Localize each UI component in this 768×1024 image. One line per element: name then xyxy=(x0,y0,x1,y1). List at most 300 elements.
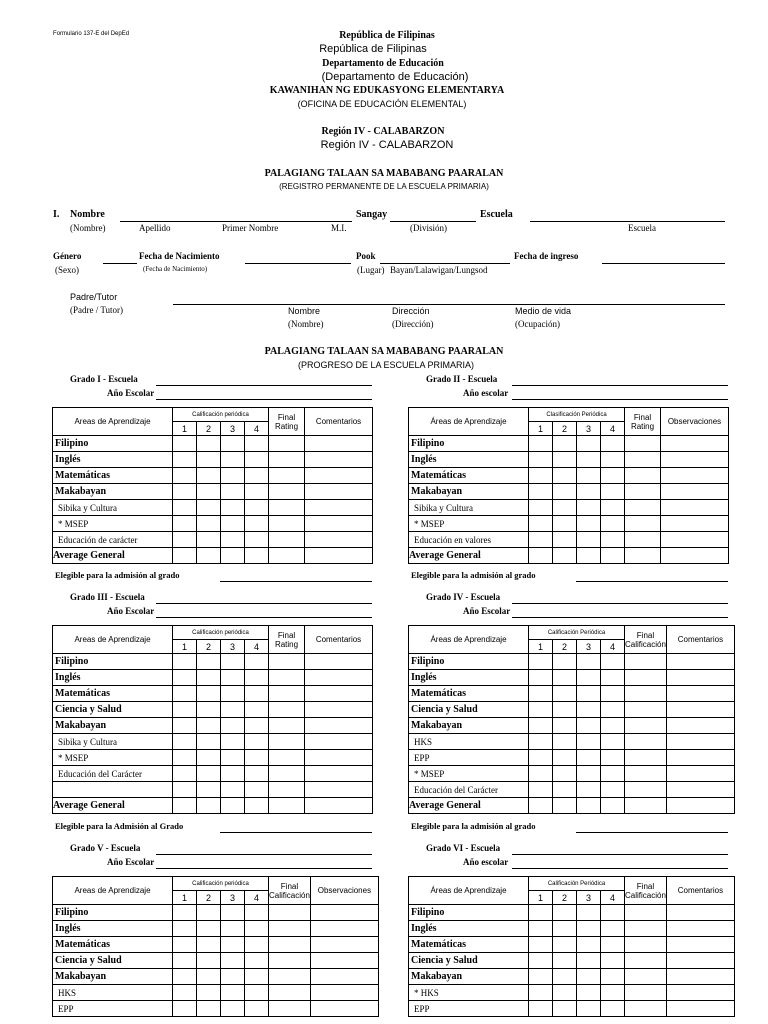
grade-cell[interactable] xyxy=(666,1001,734,1017)
field-escuela[interactable] xyxy=(530,221,725,222)
grade-cell[interactable] xyxy=(173,782,197,798)
grade-cell[interactable] xyxy=(197,436,221,452)
grade-cell[interactable] xyxy=(173,734,197,750)
grade-cell[interactable] xyxy=(269,766,305,782)
grade-cell[interactable] xyxy=(305,500,373,516)
grade-cell[interactable] xyxy=(529,484,553,500)
grade-cell[interactable] xyxy=(173,654,197,670)
grade-cell[interactable] xyxy=(601,766,625,782)
grade-cell[interactable] xyxy=(577,734,601,750)
grade-cell[interactable] xyxy=(221,468,245,484)
grade-cell[interactable] xyxy=(245,766,269,782)
grade-cell[interactable] xyxy=(666,985,734,1001)
grade-cell[interactable] xyxy=(173,798,197,814)
grade-cell[interactable] xyxy=(625,718,667,734)
grade-cell[interactable] xyxy=(553,734,577,750)
field-sangay[interactable] xyxy=(390,221,476,222)
grade-cell[interactable] xyxy=(625,548,661,564)
eligible-field[interactable] xyxy=(576,832,728,833)
grade-cell[interactable] xyxy=(269,702,305,718)
grade-cell[interactable] xyxy=(173,985,197,1001)
grade-cell[interactable] xyxy=(197,734,221,750)
grade-cell[interactable] xyxy=(601,686,625,702)
grade-cell[interactable] xyxy=(269,532,305,548)
grade-cell[interactable] xyxy=(173,484,197,500)
grade-cell[interactable] xyxy=(245,953,269,969)
grade-cell[interactable] xyxy=(577,718,601,734)
grade-cell[interactable] xyxy=(245,548,269,564)
grade-cell[interactable] xyxy=(245,484,269,500)
grade-cell[interactable] xyxy=(529,734,553,750)
grade-cell[interactable] xyxy=(553,750,577,766)
grade-cell[interactable] xyxy=(577,452,601,468)
grade-cell[interactable] xyxy=(197,798,221,814)
grade-cell[interactable] xyxy=(269,734,305,750)
school-year-field[interactable] xyxy=(156,399,372,400)
grade-cell[interactable] xyxy=(661,500,729,516)
grade-school-field[interactable] xyxy=(512,385,728,386)
grade-cell[interactable] xyxy=(601,921,625,937)
grade-cell[interactable] xyxy=(661,532,729,548)
grade-cell[interactable] xyxy=(529,953,553,969)
grade-cell[interactable] xyxy=(553,686,577,702)
grade-cell[interactable] xyxy=(529,670,553,686)
grade-cell[interactable] xyxy=(529,500,553,516)
grade-cell[interactable] xyxy=(577,670,601,686)
school-year-field[interactable] xyxy=(156,617,372,618)
grade-cell[interactable] xyxy=(221,905,245,921)
grade-cell[interactable] xyxy=(221,718,245,734)
grade-cell[interactable] xyxy=(666,782,734,798)
grade-cell[interactable] xyxy=(269,686,305,702)
grade-cell[interactable] xyxy=(577,953,601,969)
grade-cell[interactable] xyxy=(666,686,734,702)
grade-cell[interactable] xyxy=(197,654,221,670)
grade-cell[interactable] xyxy=(245,702,269,718)
grade-cell[interactable] xyxy=(173,937,197,953)
grade-cell[interactable] xyxy=(221,436,245,452)
grade-cell[interactable] xyxy=(269,969,311,985)
grade-cell[interactable] xyxy=(625,766,667,782)
grade-cell[interactable] xyxy=(173,500,197,516)
grade-cell[interactable] xyxy=(625,468,661,484)
grade-cell[interactable] xyxy=(269,905,311,921)
grade-cell[interactable] xyxy=(173,548,197,564)
school-year-field[interactable] xyxy=(512,617,728,618)
grade-cell[interactable] xyxy=(601,654,625,670)
grade-cell[interactable] xyxy=(601,985,625,1001)
grade-cell[interactable] xyxy=(601,1001,625,1017)
grade-cell[interactable] xyxy=(197,985,221,1001)
grade-cell[interactable] xyxy=(173,921,197,937)
grade-cell[interactable] xyxy=(529,436,553,452)
grade-cell[interactable] xyxy=(529,548,553,564)
grade-cell[interactable] xyxy=(245,782,269,798)
grade-cell[interactable] xyxy=(577,436,601,452)
grade-cell[interactable] xyxy=(553,937,577,953)
grade-cell[interactable] xyxy=(305,798,373,814)
grade-cell[interactable] xyxy=(625,686,667,702)
grade-cell[interactable] xyxy=(577,516,601,532)
grade-cell[interactable] xyxy=(577,548,601,564)
grade-cell[interactable] xyxy=(197,766,221,782)
grade-cell[interactable] xyxy=(173,766,197,782)
grade-cell[interactable] xyxy=(601,516,625,532)
grade-cell[interactable] xyxy=(666,750,734,766)
grade-cell[interactable] xyxy=(529,905,553,921)
grade-cell[interactable] xyxy=(173,670,197,686)
grade-cell[interactable] xyxy=(197,468,221,484)
grade-cell[interactable] xyxy=(625,654,667,670)
grade-cell[interactable] xyxy=(529,985,553,1001)
grade-cell[interactable] xyxy=(553,702,577,718)
grade-cell[interactable] xyxy=(173,452,197,468)
grade-cell[interactable] xyxy=(529,969,553,985)
grade-cell[interactable] xyxy=(553,500,577,516)
grade-cell[interactable] xyxy=(221,516,245,532)
grade-cell[interactable] xyxy=(305,782,373,798)
grade-cell[interactable] xyxy=(666,670,734,686)
grade-cell[interactable] xyxy=(245,798,269,814)
grade-cell[interactable] xyxy=(553,436,577,452)
grade-cell[interactable] xyxy=(601,484,625,500)
grade-cell[interactable] xyxy=(577,484,601,500)
grade-cell[interactable] xyxy=(269,750,305,766)
grade-cell[interactable] xyxy=(666,654,734,670)
grade-cell[interactable] xyxy=(221,452,245,468)
grade-cell[interactable] xyxy=(529,654,553,670)
grade-cell[interactable] xyxy=(577,798,601,814)
grade-cell[interactable] xyxy=(553,798,577,814)
grade-cell[interactable] xyxy=(305,702,373,718)
grade-cell[interactable] xyxy=(245,516,269,532)
grade-cell[interactable] xyxy=(666,921,734,937)
grade-cell[interactable] xyxy=(305,686,373,702)
grade-cell[interactable] xyxy=(197,702,221,718)
grade-cell[interactable] xyxy=(245,654,269,670)
grade-cell[interactable] xyxy=(601,702,625,718)
grade-cell[interactable] xyxy=(601,734,625,750)
field-fecha-nacimiento[interactable] xyxy=(245,263,351,264)
grade-cell[interactable] xyxy=(553,718,577,734)
grade-cell[interactable] xyxy=(245,969,269,985)
grade-cell[interactable] xyxy=(529,702,553,718)
grade-cell[interactable] xyxy=(625,750,667,766)
grade-cell[interactable] xyxy=(221,654,245,670)
grade-cell[interactable] xyxy=(245,686,269,702)
grade-cell[interactable] xyxy=(601,969,625,985)
grade-cell[interactable] xyxy=(245,468,269,484)
grade-cell[interactable] xyxy=(173,532,197,548)
grade-cell[interactable] xyxy=(245,718,269,734)
grade-cell[interactable] xyxy=(601,670,625,686)
grade-cell[interactable] xyxy=(197,484,221,500)
grade-cell[interactable] xyxy=(245,532,269,548)
grade-cell[interactable] xyxy=(601,750,625,766)
grade-cell[interactable] xyxy=(625,670,667,686)
grade-cell[interactable] xyxy=(601,937,625,953)
grade-school-field[interactable] xyxy=(156,854,372,855)
grade-cell[interactable] xyxy=(197,532,221,548)
grade-cell[interactable] xyxy=(305,484,373,500)
grade-cell[interactable] xyxy=(305,750,373,766)
grade-cell[interactable] xyxy=(553,1001,577,1017)
grade-cell[interactable] xyxy=(269,798,305,814)
grade-cell[interactable] xyxy=(221,686,245,702)
field-padre[interactable] xyxy=(173,304,725,305)
grade-cell[interactable] xyxy=(269,718,305,734)
grade-cell[interactable] xyxy=(577,782,601,798)
grade-cell[interactable] xyxy=(245,452,269,468)
grade-cell[interactable] xyxy=(553,532,577,548)
grade-cell[interactable] xyxy=(221,548,245,564)
grade-cell[interactable] xyxy=(269,436,305,452)
grade-cell[interactable] xyxy=(666,702,734,718)
grade-cell[interactable] xyxy=(269,484,305,500)
grade-cell[interactable] xyxy=(173,686,197,702)
grade-cell[interactable] xyxy=(221,670,245,686)
grade-cell[interactable] xyxy=(553,905,577,921)
grade-cell[interactable] xyxy=(197,937,221,953)
grade-cell[interactable] xyxy=(529,718,553,734)
grade-cell[interactable] xyxy=(625,484,661,500)
grade-cell[interactable] xyxy=(221,937,245,953)
grade-cell[interactable] xyxy=(577,468,601,484)
grade-cell[interactable] xyxy=(221,750,245,766)
grade-cell[interactable] xyxy=(625,985,667,1001)
grade-cell[interactable] xyxy=(625,436,661,452)
grade-cell[interactable] xyxy=(666,905,734,921)
grade-cell[interactable] xyxy=(221,921,245,937)
grade-cell[interactable] xyxy=(577,985,601,1001)
grade-cell[interactable] xyxy=(553,766,577,782)
grade-cell[interactable] xyxy=(221,734,245,750)
grade-cell[interactable] xyxy=(310,985,378,1001)
grade-cell[interactable] xyxy=(666,953,734,969)
grade-cell[interactable] xyxy=(601,532,625,548)
grade-cell[interactable] xyxy=(269,654,305,670)
grade-cell[interactable] xyxy=(269,500,305,516)
grade-cell[interactable] xyxy=(197,670,221,686)
grade-cell[interactable] xyxy=(305,468,373,484)
grade-cell[interactable] xyxy=(553,516,577,532)
grade-cell[interactable] xyxy=(197,686,221,702)
grade-cell[interactable] xyxy=(577,750,601,766)
grade-cell[interactable] xyxy=(529,452,553,468)
grade-cell[interactable] xyxy=(221,484,245,500)
grade-cell[interactable] xyxy=(601,452,625,468)
school-year-field[interactable] xyxy=(512,399,728,400)
grade-cell[interactable] xyxy=(173,516,197,532)
grade-cell[interactable] xyxy=(269,985,311,1001)
eligible-field[interactable] xyxy=(576,581,728,582)
grade-cell[interactable] xyxy=(529,750,553,766)
grade-cell[interactable] xyxy=(529,798,553,814)
grade-cell[interactable] xyxy=(173,702,197,718)
grade-cell[interactable] xyxy=(625,953,667,969)
grade-cell[interactable] xyxy=(269,1001,311,1017)
grade-cell[interactable] xyxy=(666,937,734,953)
grade-cell[interactable] xyxy=(245,921,269,937)
grade-cell[interactable] xyxy=(305,718,373,734)
field-genero[interactable] xyxy=(103,263,137,264)
grade-cell[interactable] xyxy=(553,953,577,969)
grade-cell[interactable] xyxy=(529,468,553,484)
grade-school-field[interactable] xyxy=(512,603,728,604)
grade-cell[interactable] xyxy=(269,516,305,532)
school-year-field[interactable] xyxy=(512,868,728,869)
grade-cell[interactable] xyxy=(661,548,729,564)
grade-cell[interactable] xyxy=(661,516,729,532)
grade-cell[interactable] xyxy=(666,798,734,814)
grade-cell[interactable] xyxy=(269,953,311,969)
grade-cell[interactable] xyxy=(625,921,667,937)
grade-cell[interactable] xyxy=(529,532,553,548)
grade-cell[interactable] xyxy=(625,782,667,798)
grade-cell[interactable] xyxy=(245,500,269,516)
grade-cell[interactable] xyxy=(197,516,221,532)
grade-cell[interactable] xyxy=(269,921,311,937)
grade-cell[interactable] xyxy=(245,937,269,953)
grade-cell[interactable] xyxy=(529,937,553,953)
grade-cell[interactable] xyxy=(577,500,601,516)
grade-cell[interactable] xyxy=(197,452,221,468)
grade-cell[interactable] xyxy=(625,452,661,468)
grade-cell[interactable] xyxy=(625,798,667,814)
grade-cell[interactable] xyxy=(197,782,221,798)
grade-cell[interactable] xyxy=(529,1001,553,1017)
grade-cell[interactable] xyxy=(173,905,197,921)
grade-cell[interactable] xyxy=(625,532,661,548)
grade-cell[interactable] xyxy=(661,484,729,500)
grade-cell[interactable] xyxy=(173,750,197,766)
grade-cell[interactable] xyxy=(310,905,378,921)
grade-cell[interactable] xyxy=(553,548,577,564)
grade-cell[interactable] xyxy=(269,548,305,564)
grade-cell[interactable] xyxy=(577,654,601,670)
grade-cell[interactable] xyxy=(221,500,245,516)
grade-cell[interactable] xyxy=(625,516,661,532)
grade-cell[interactable] xyxy=(577,1001,601,1017)
grade-cell[interactable] xyxy=(305,766,373,782)
field-fecha-ingreso[interactable] xyxy=(602,263,725,264)
grade-cell[interactable] xyxy=(197,969,221,985)
grade-cell[interactable] xyxy=(601,905,625,921)
grade-cell[interactable] xyxy=(553,484,577,500)
grade-cell[interactable] xyxy=(269,782,305,798)
grade-cell[interactable] xyxy=(269,452,305,468)
grade-cell[interactable] xyxy=(173,1001,197,1017)
grade-cell[interactable] xyxy=(661,436,729,452)
grade-cell[interactable] xyxy=(601,500,625,516)
grade-cell[interactable] xyxy=(305,548,373,564)
grade-cell[interactable] xyxy=(577,969,601,985)
grade-cell[interactable] xyxy=(625,702,667,718)
grade-cell[interactable] xyxy=(529,516,553,532)
grade-cell[interactable] xyxy=(577,921,601,937)
grade-cell[interactable] xyxy=(221,766,245,782)
grade-cell[interactable] xyxy=(197,500,221,516)
grade-cell[interactable] xyxy=(577,686,601,702)
grade-cell[interactable] xyxy=(197,548,221,564)
grade-cell[interactable] xyxy=(310,969,378,985)
grade-cell[interactable] xyxy=(245,436,269,452)
grade-cell[interactable] xyxy=(305,436,373,452)
grade-cell[interactable] xyxy=(553,921,577,937)
grade-cell[interactable] xyxy=(221,985,245,1001)
grade-cell[interactable] xyxy=(269,937,311,953)
grade-cell[interactable] xyxy=(553,782,577,798)
grade-cell[interactable] xyxy=(601,548,625,564)
grade-cell[interactable] xyxy=(173,953,197,969)
grade-cell[interactable] xyxy=(601,468,625,484)
grade-cell[interactable] xyxy=(245,670,269,686)
grade-cell[interactable] xyxy=(310,937,378,953)
grade-cell[interactable] xyxy=(245,734,269,750)
grade-cell[interactable] xyxy=(221,702,245,718)
grade-school-field[interactable] xyxy=(512,854,728,855)
grade-cell[interactable] xyxy=(625,500,661,516)
grade-cell[interactable] xyxy=(666,734,734,750)
grade-cell[interactable] xyxy=(625,734,667,750)
grade-cell[interactable] xyxy=(625,969,667,985)
grade-cell[interactable] xyxy=(245,750,269,766)
grade-cell[interactable] xyxy=(553,670,577,686)
grade-cell[interactable] xyxy=(221,782,245,798)
grade-cell[interactable] xyxy=(553,468,577,484)
grade-cell[interactable] xyxy=(666,718,734,734)
grade-cell[interactable] xyxy=(529,921,553,937)
grade-cell[interactable] xyxy=(305,452,373,468)
grade-cell[interactable] xyxy=(577,702,601,718)
school-year-field[interactable] xyxy=(156,868,372,869)
grade-cell[interactable] xyxy=(310,953,378,969)
grade-cell[interactable] xyxy=(625,905,667,921)
grade-cell[interactable] xyxy=(269,670,305,686)
grade-cell[interactable] xyxy=(245,985,269,1001)
grade-school-field[interactable] xyxy=(156,385,372,386)
grade-cell[interactable] xyxy=(173,969,197,985)
grade-cell[interactable] xyxy=(173,718,197,734)
grade-cell[interactable] xyxy=(601,798,625,814)
grade-cell[interactable] xyxy=(197,953,221,969)
grade-cell[interactable] xyxy=(305,734,373,750)
grade-cell[interactable] xyxy=(305,654,373,670)
grade-cell[interactable] xyxy=(305,532,373,548)
grade-cell[interactable] xyxy=(305,670,373,686)
grade-school-field[interactable] xyxy=(156,603,372,604)
grade-cell[interactable] xyxy=(577,937,601,953)
grade-cell[interactable] xyxy=(245,1001,269,1017)
grade-cell[interactable] xyxy=(221,953,245,969)
grade-cell[interactable] xyxy=(197,718,221,734)
eligible-field[interactable] xyxy=(220,832,372,833)
grade-cell[interactable] xyxy=(601,718,625,734)
grade-cell[interactable] xyxy=(173,468,197,484)
grade-cell[interactable] xyxy=(601,782,625,798)
grade-cell[interactable] xyxy=(245,905,269,921)
grade-cell[interactable] xyxy=(661,452,729,468)
grade-cell[interactable] xyxy=(529,766,553,782)
grade-cell[interactable] xyxy=(625,937,667,953)
grade-cell[interactable] xyxy=(197,1001,221,1017)
grade-cell[interactable] xyxy=(173,436,197,452)
grade-cell[interactable] xyxy=(197,750,221,766)
field-pook[interactable] xyxy=(380,263,510,264)
grade-cell[interactable] xyxy=(305,516,373,532)
grade-cell[interactable] xyxy=(601,953,625,969)
eligible-field[interactable] xyxy=(220,581,372,582)
